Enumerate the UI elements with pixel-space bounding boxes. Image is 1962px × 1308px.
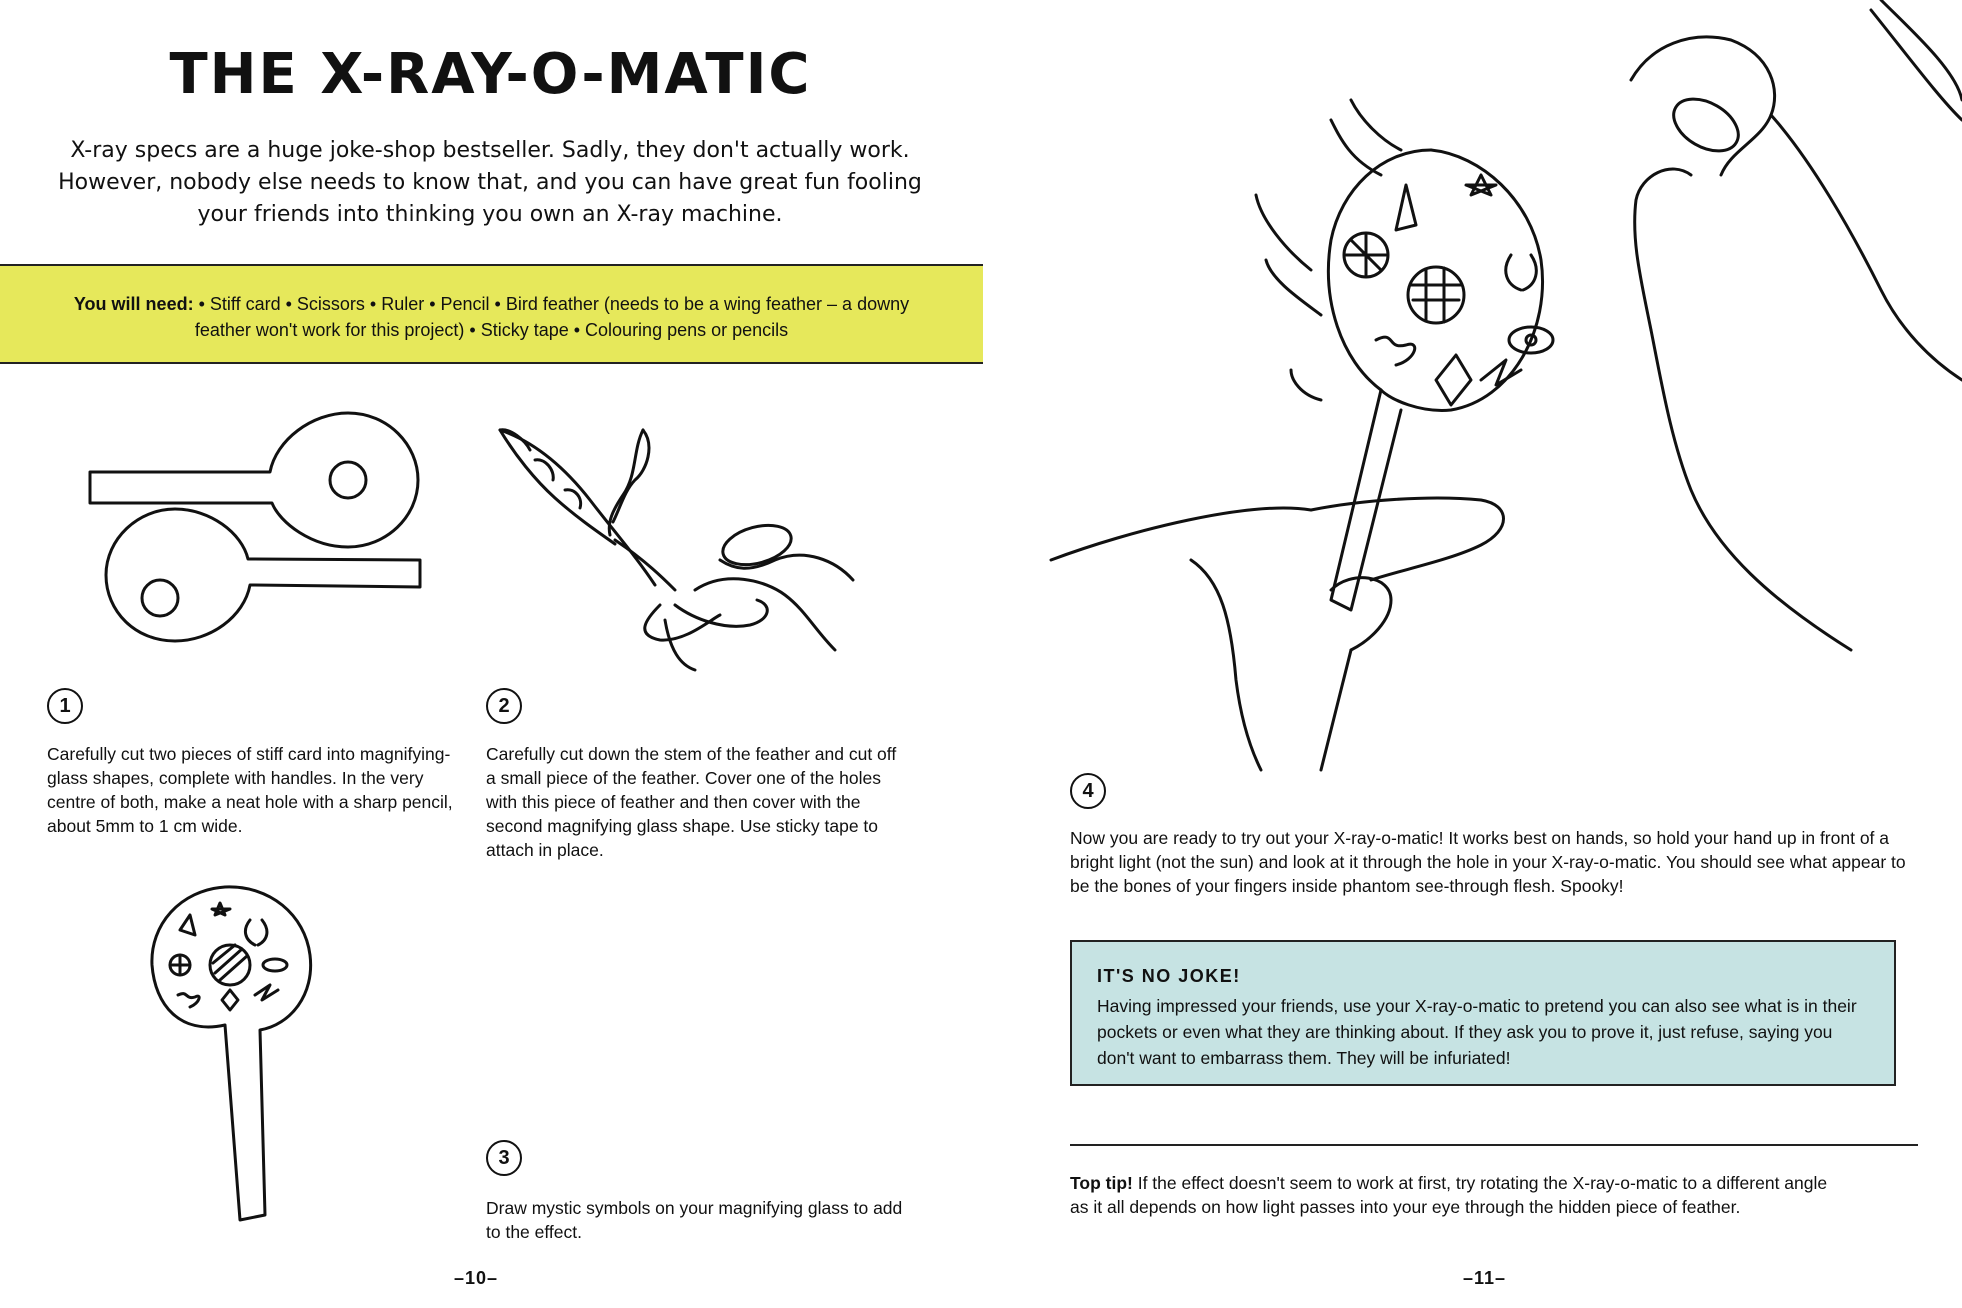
you-will-need-items: • Stiff card • Scissors • Ruler • Pencil • Bird feather (needs to be a wing feather – a downy feather won't work for this project) • Sticky tape • Colouring pens or pencils [194, 294, 910, 340]
top-tip [1070, 1171, 1830, 1219]
you-will-need-box [0, 264, 983, 364]
top-tip-text: If the effect doesn't seem to work at first, try rotating the X-ray-o-matic to a different angle as it all depends on how light passes into your eye through the hidden piece of feather. [1070, 1173, 1828, 1217]
page-title: THE X-RAY-O-MATIC [169, 42, 812, 107]
step-2-number: 2 [486, 688, 522, 724]
step-3-text: Draw mystic symbols on your magnifying glass to add to the effect. [486, 1198, 903, 1242]
step-2-text: Carefully cut down the stem of the feather and cut off a small piece of the feather. Cover one of the holes with this piece of feather and then cover with the second magnifying glass shape. Use sticky tape to attach in place. [486, 744, 897, 860]
top-tip-label: Top tip! [1070, 1173, 1133, 1193]
its-no-joke-body: Having impressed your friends, use your X-ray-o-matic to pretend you can also see what is in their pockets or even what they are thinking about. If they ask you to prove it, just refuse, saying you don't want to embarrass them. They will be infuriated! [1097, 996, 1857, 1068]
step-1-text: Carefully cut two pieces of stiff card into magnifying-glass shapes, complete with handles. In the very centre of both, make a neat hole with a sharp pencil, about 5mm to 1 cm wide. [47, 744, 453, 836]
step-3-number: 3 [486, 1140, 522, 1176]
page-number-left: –10– [454, 1268, 499, 1288]
its-no-joke-box [1070, 940, 1896, 1086]
decorated-magnifying-glass-illustration [150, 885, 320, 1225]
step-4-text: Now you are ready to try out your X-ray-o-matic! It works best on hands, so hold your hand up in front of a bright light (not the sun) and look at it through the hole in your X-ray-o-matic. You should see what appear to be the bones of your fingers inside phantom see-through flesh. Spooky! [1070, 828, 1906, 896]
you-will-need-label: You will need: [73, 294, 194, 314]
intro-paragraph: X-ray specs are a huge joke-shop bestseller. Sadly, they don't actually work. However, nobody else needs to know that, and you can have great fun fooling your friends into thinking you own an X-ray machine. [58, 138, 922, 227]
hand-and-lamp-illustration [1051, 0, 1962, 770]
right-page [981, 0, 1962, 1308]
card-shapes-illustration [80, 405, 440, 635]
step-4-number: 4 [1070, 773, 1106, 809]
you-will-need-text [60, 291, 923, 343]
cutting-feather-illustration [495, 420, 875, 670]
page-number-right: –11– [1463, 1268, 1507, 1288]
step-1-number: 1 [47, 688, 83, 724]
tip-divider [1070, 1144, 1918, 1146]
its-no-joke-title: IT'S NO JOKE! [1097, 966, 1241, 986]
